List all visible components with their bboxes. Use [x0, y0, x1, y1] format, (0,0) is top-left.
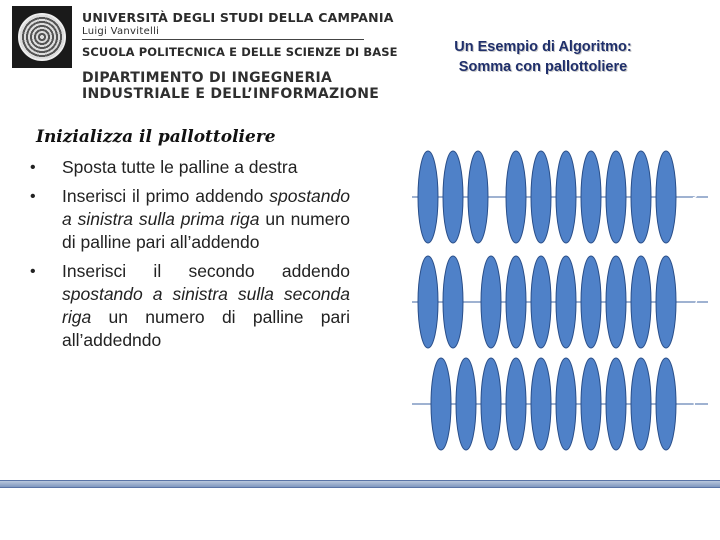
- header-divider: [82, 39, 364, 40]
- abacus-bead-row-3-7: [581, 358, 601, 450]
- abacus-bead-row-1-5: [531, 151, 551, 243]
- footer-bar: [0, 480, 720, 488]
- abacus-bead-row-2-5: [531, 256, 551, 348]
- abacus-bead-row-3-1: [431, 358, 451, 450]
- bullet-3-text-a: Inserisci il secondo addendo: [62, 261, 350, 281]
- abacus-bead-row-3-3: [481, 358, 501, 450]
- department-line-1: DIPARTIMENTO DI INGEGNERIA: [82, 70, 333, 86]
- bullet-list: [30, 156, 350, 358]
- abacus-bead-row-1-7: [581, 151, 601, 243]
- abacus-bead-row-2-4: [506, 256, 526, 348]
- abacus-row-label-1: 3: [689, 190, 699, 207]
- abacus-bead-row-2-9: [631, 256, 651, 348]
- abacus-bead-row-1-10: [656, 151, 676, 243]
- slide-title-line-2: Somma con pallottoliere: [458, 59, 628, 75]
- university-logo-block: [8, 4, 398, 102]
- abacus-bead-row-2-10: [656, 256, 676, 348]
- bullet-1-text: Sposta tutte le palline a destra: [62, 157, 298, 177]
- abacus-bead-row-1-2: [443, 151, 463, 243]
- abacus-bead-row-3-2: [456, 358, 476, 450]
- abacus-bead-row-2-8: [606, 256, 626, 348]
- abacus-bead-row-2-3: [481, 256, 501, 348]
- abacus-bead-row-1-3: [468, 151, 488, 243]
- bullet-3-text-b: un numero di palline pari all’addedndo: [62, 307, 350, 350]
- abacus-bead-row-3-9: [631, 358, 651, 450]
- university-subname: Luigi Vanvitelli: [82, 26, 160, 37]
- bullet-item-3: [30, 260, 350, 352]
- slide-subtitle: Inizializza il pallottoliere: [36, 127, 276, 147]
- bullet-item-1: [30, 156, 350, 179]
- abacus-bead-row-3-5: [531, 358, 551, 450]
- abacus-bead-row-3-6: [556, 358, 576, 450]
- abacus-bead-row-1-9: [631, 151, 651, 243]
- abacus-bead-row-2-7: [581, 256, 601, 348]
- bullet-2-text-italic: spostando a sinistra sulla prima riga: [62, 186, 350, 229]
- slide-title-line-1: Un Esempio di Algoritmo:: [454, 39, 632, 55]
- abacus-bead-row-1-8: [606, 151, 626, 243]
- bullet-item-2: [30, 185, 350, 254]
- abacus-bead-row-1-6: [556, 151, 576, 243]
- abacus-row-label-3: 1: [689, 397, 699, 414]
- abacus-bead-row-1-4: [506, 151, 526, 243]
- abacus-bead-row-2-6: [556, 256, 576, 348]
- school-name: SCUOLA POLITECNICA E DELLE SCIENZE DI BASE: [82, 45, 398, 59]
- university-seal-icon: [12, 6, 72, 68]
- university-name: UNIVERSITÀ DEGLI STUDI DELLA CAMPANIA: [82, 10, 394, 25]
- abacus-bead-row-2-2: [443, 256, 463, 348]
- abacus-bead-row-1-1: [418, 151, 438, 243]
- bullet-2-text-a: Inserisci il primo addendo: [62, 186, 270, 206]
- abacus-bead-row-3-8: [606, 358, 626, 450]
- abacus-bead-row-3-4: [506, 358, 526, 450]
- bullet-3-text-italic: spostando a sinistra sulla seconda riga: [62, 284, 350, 327]
- slide-title: [408, 37, 678, 77]
- bullet-2-text-b: un numero di palline pari all’addendo: [62, 209, 350, 252]
- abacus-row-label-2: 2: [689, 295, 699, 312]
- department-line-2: INDUSTRIALE E DELL’INFORMAZIONE: [82, 86, 380, 102]
- abacus-bead-row-2-1: [418, 256, 438, 348]
- abacus-bead-row-3-10: [656, 358, 676, 450]
